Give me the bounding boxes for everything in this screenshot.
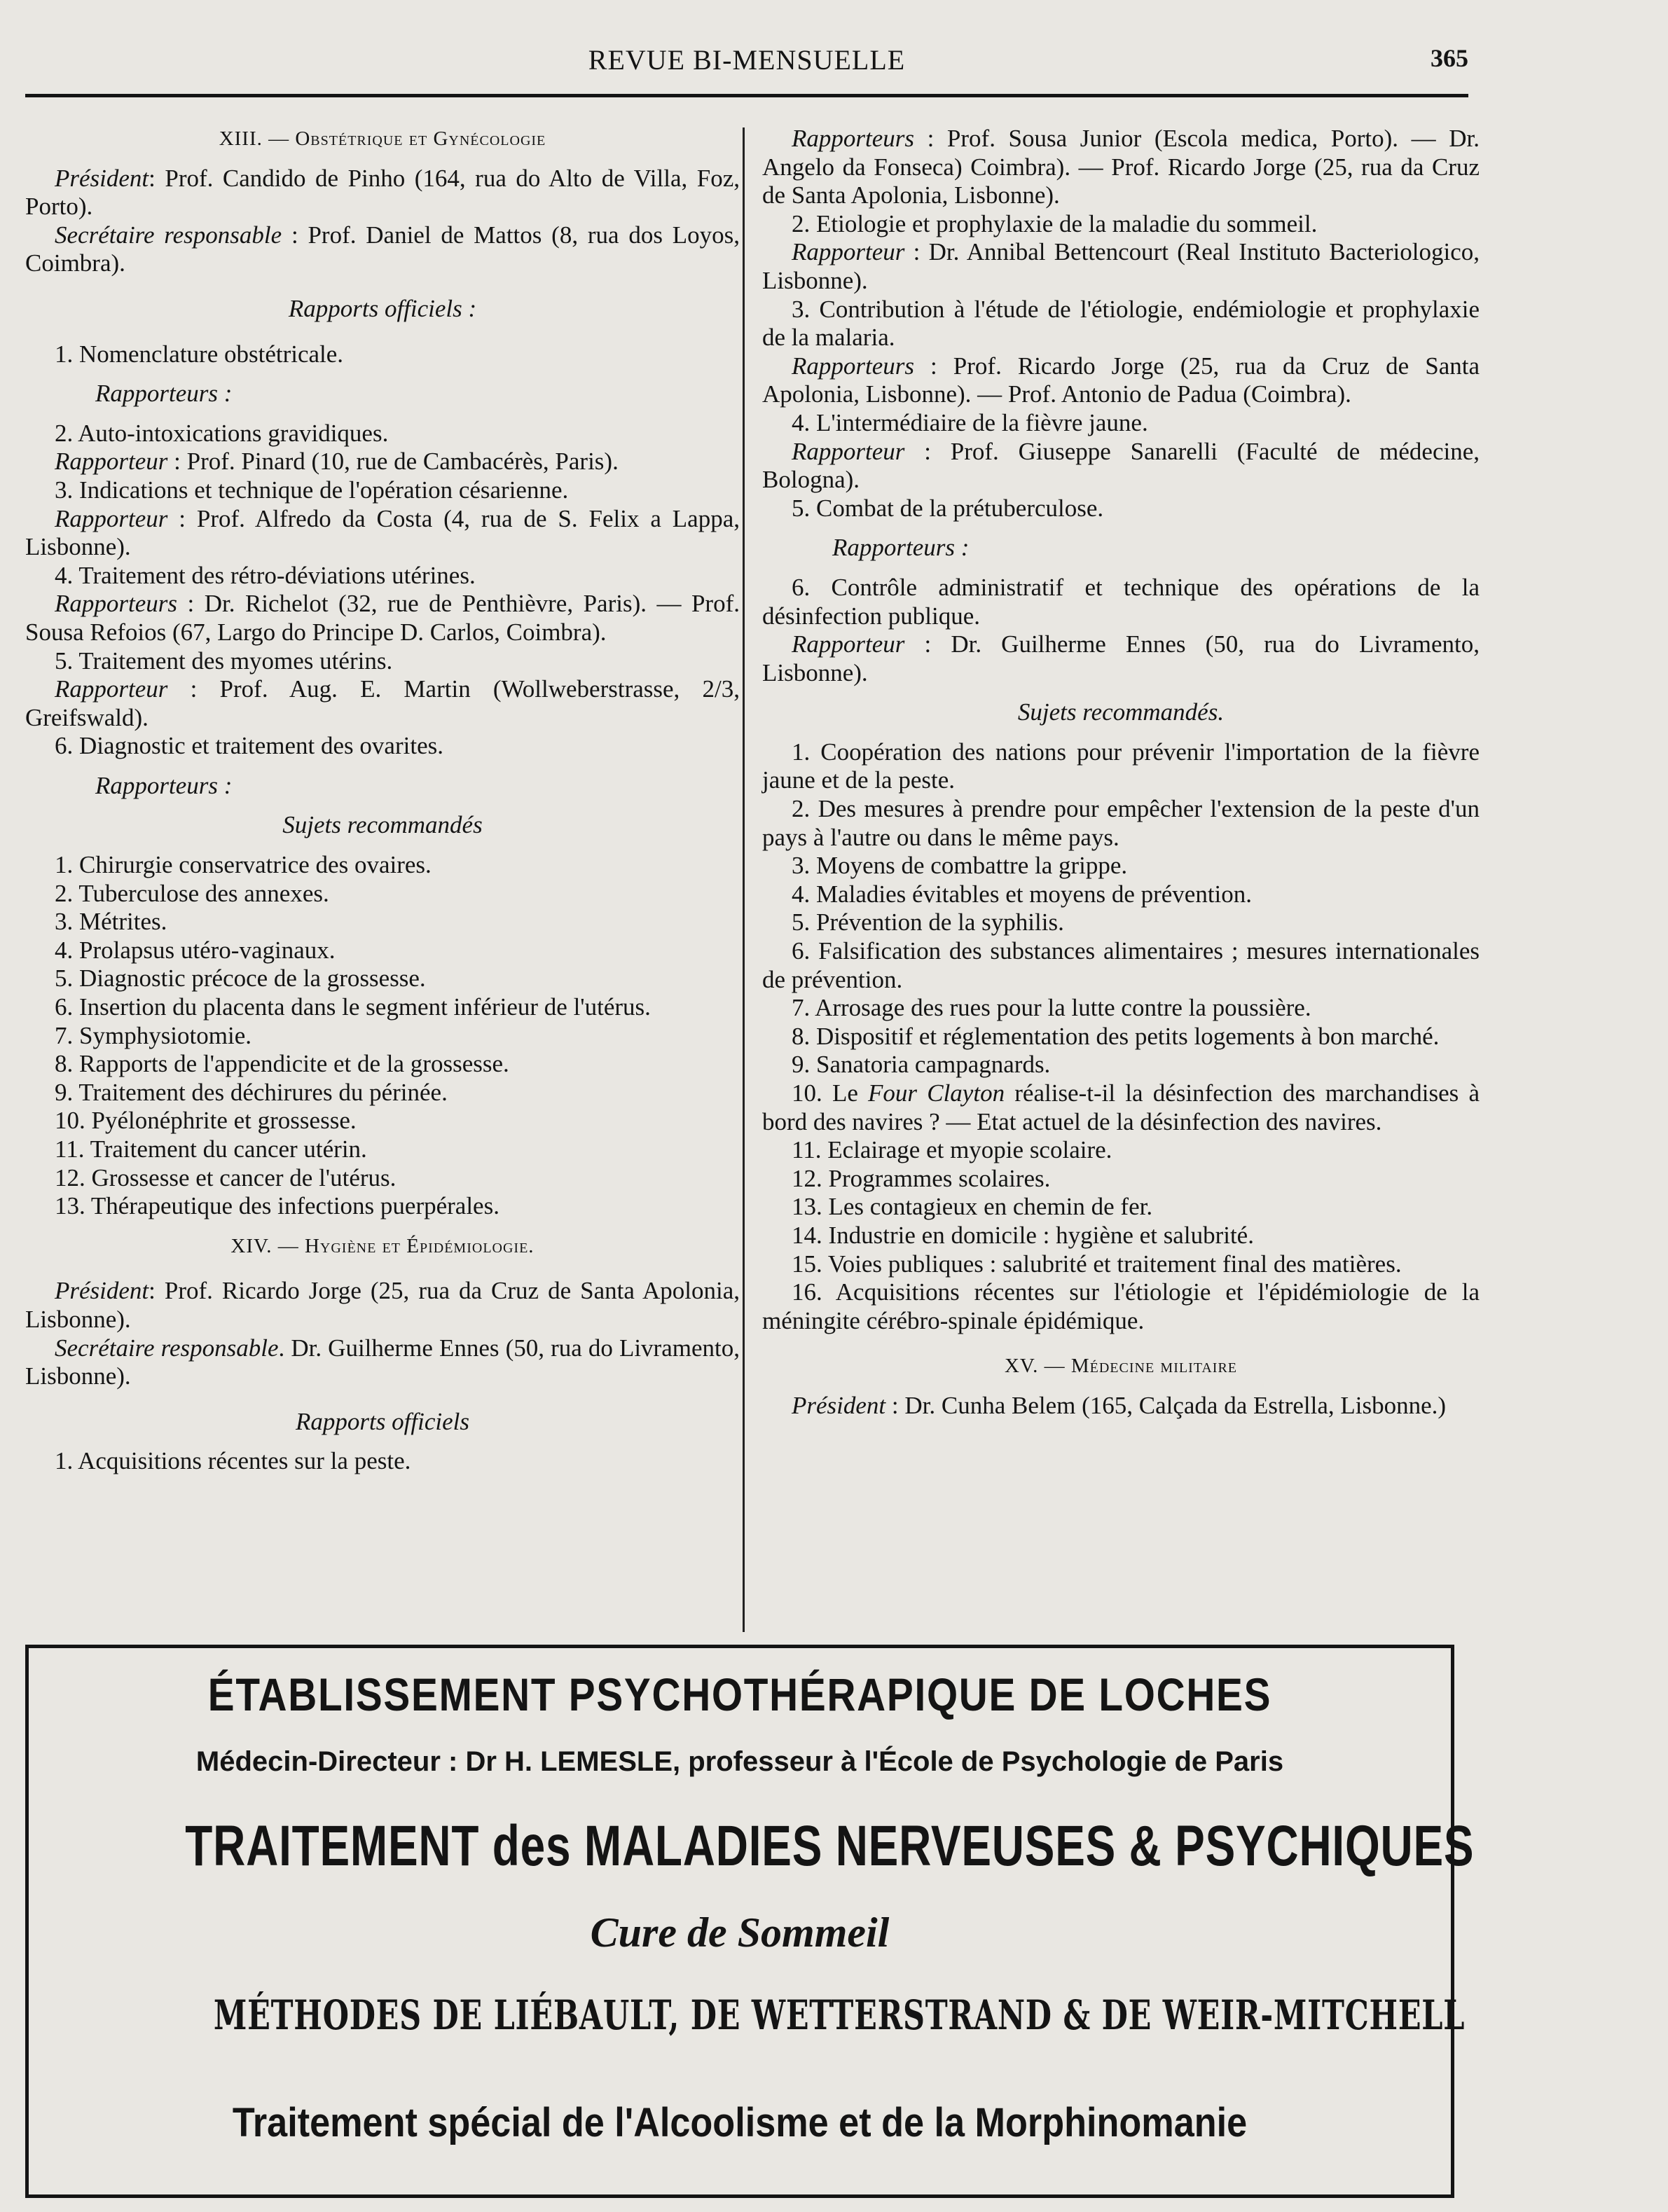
list-item: 11. Eclairage et myopie scolaire. [792,1136,1112,1164]
president-xiii: Président: Prof. Candido de Pinho (164, rua do Alto de Villa, Foz, Porto). [25,164,740,221]
section-xv-heading: XV. — Médecine militaire [1004,1355,1238,1378]
secretary-xiii: Secrétaire responsable : Prof. Daniel de Mattos (8, rua dos Loyos, Coimbra). [25,221,740,277]
list-item: 1. Nomenclature obstétricale. [55,340,344,368]
list-item: 6. Contrôle administratif et technique des opérations de la désinfection publique. [762,573,1480,630]
list-item: 2. Etiologie et prophylaxie de la maladie du sommeil. [792,209,1318,237]
list-item: 3. Métrites. [55,908,167,936]
section-xiii-heading: XIII. — Obstétrique et Gynécologie [219,127,546,150]
list-item: 6. Falsification des substances alimentaires ; mesures internationales de prévention. [762,937,1480,993]
list-item: 2. Tuberculose des annexes. [55,879,329,907]
rapporteurs-label: Rapporteurs : [832,534,970,562]
list-item: 3. Moyens de combattre la grippe. [792,852,1128,880]
list-item: 8. Dispositif et réglementation des petits logements à bon marché. [792,1022,1440,1050]
list-item: 13. Les contagieux en chemin de fer. [792,1193,1153,1221]
sujets-list [762,1136,1480,1335]
list-item: 4. L'intermédiaire de la fièvre jaune. [792,408,1148,436]
list-item: 9. Sanatoria campagnards. [792,1051,1051,1079]
ad-director-line: Médecin-Directeur : Dr H. LEMESLE, professeur à l'École de Psychologie de Paris [195,1746,1284,1777]
list-item: 5. Diagnostic précoce de la grossesse. [55,965,426,993]
sujets-recommandes-heading: Sujets recommandés. [1017,698,1225,726]
section-xiv-heading: XIV. — Hygiène et Épidémiologie. [230,1234,535,1257]
list-item: 4. Traitement des rétro-déviations utérines. [55,561,476,589]
ad-sleep-cure: Cure de Sommeil [590,1909,890,1956]
list-item: 5. Combat de la prétuberculose. [792,494,1104,522]
list-item: 8. Rapports de l'appendicite et de la grossesse. [55,1050,509,1078]
column-divider [743,127,745,1632]
rapporteur-line: Rapporteur : Prof. Pinard (10, rue de Cambacérès, Paris). [55,448,619,476]
rapporteur-line: Rapporteur : Dr. Guilherme Ennes (50, rua do Livramento, Lisbonne). [762,630,1480,686]
ad-special-treatment: Traitement spécial de l'Alcoolisme et de la Morphinomanie [232,2100,1248,2145]
list-item: 1. Coopération des nations pour prévenir l'importation de la fièvre jaune et de la peste. [762,738,1480,794]
rapporteur-line: Rapporteur : Dr. Annibal Bettencourt (Real Instituto Bacteriologico, Lisbonne). [762,238,1480,294]
list-item: 12. Programmes scolaires. [792,1164,1051,1192]
sujets-list [762,738,1480,1079]
list-item: 6. Insertion du placenta dans le segment inférieur de l'utérus. [55,993,651,1021]
list-item: 12. Grossesse et cancer de l'utérus. [55,1163,397,1191]
rapports-officiels-heading: Rapports officiels [296,1407,469,1435]
list-item: 15. Voies publiques : salubrité et traitement final des matières. [792,1250,1402,1278]
list-item: 11. Traitement du cancer utérin. [55,1135,367,1163]
rapporteur-line: Rapporteur : Prof. Alfredo da Costa (4, rua de S. Felix a Lappa, Lisbonne). [25,504,740,561]
president-xiv: Président: Prof. Ricardo Jorge (25, rua da Cruz de Santa Apolonia, Lisbonne). [25,1277,740,1333]
list-item: 1. Acquisitions récentes sur la peste. [55,1447,411,1475]
list-item: 2. Auto-intoxications gravidiques. [55,419,389,447]
running-title: REVUE BI-MENSUELLE [588,44,906,76]
rapporteur-line: Rapporteurs : Prof. Sousa Junior (Escola medica, Porto). — Dr. Angelo da Fonseca) Coimbra). — Prof. Ricardo Jorge (25, rua da Cruz de Santa Apolonia, Lisbonne). [762,125,1480,209]
list-item: 14. Industrie en domicile : hygiène et salubrité. [792,1221,1254,1249]
list-item: 9. Traitement des déchirures du périnée. [55,1078,448,1106]
left-column [25,125,740,1476]
right-column [762,125,1480,1420]
ad-treatment-headline: TRAITEMENT des MALADIES NERVEUSES & PSYCHIQUES [185,1814,1475,1878]
president-xv: Président : Dr. Cunha Belem (165, Calçada da Estrella, Lisbonne.) [792,1391,1447,1419]
secretary-xiv: Secrétaire responsable. Dr. Guilherme Ennes (50, rua do Livramento, Lisbonne). [25,1334,740,1390]
list-item: 4. Prolapsus utéro-vaginaux. [55,936,336,964]
rapporteurs-label: Rapporteurs : [95,380,233,408]
list-item: 4. Maladies évitables et moyens de prévention. [792,880,1253,908]
list-item: 3. Contribution à l'étude de l'étiologie, endémiologie et prophylaxie de la malaria. [762,295,1480,352]
list-item: 5. Traitement des myomes utérins. [55,647,393,675]
rapporteur-line: Rapporteur : Prof. Giuseppe Sanarelli (Faculté de médecine, Bologna). [762,437,1480,494]
rapporteurs-label: Rapporteurs : [95,771,233,799]
header-rule [25,94,1468,97]
list-item: 2. Des mesures à prendre pour empêcher l'extension de la peste d'un pays à l'autre ou dans le même pays. [762,795,1480,851]
list-item: 7. Arrosage des rues pour la lutte contre la poussière. [792,994,1311,1022]
rapports-officiels-heading: Rapports officiels : [288,294,477,322]
list-item: 5. Prévention de la syphilis. [792,908,1064,936]
list-item: 13. Thérapeutique des infections puerpérales. [55,1192,499,1220]
list-item: 10. Le Four Clayton réalise-t-il la désinfection des marchandises à bord des navires ? — Etat actuel de la désinfection des navires. [762,1079,1480,1135]
list-item: 10. Pyélonéphrite et grossesse. [55,1107,357,1135]
list-item: 16. Acquisitions récentes sur l'étiologie et l'épidémiologie de la méningite cérébro-spinale épidémique. [762,1278,1480,1334]
list-item: 6. Diagnostic et traitement des ovarites. [55,732,443,760]
list-item: 7. Symphysiotomie. [55,1021,251,1049]
sujets-list [25,851,740,1221]
rapporteur-line: Rapporteurs : Dr. Richelot (32, rue de Penthièvre, Paris). — Prof. Sousa Refoios (67, Largo do Principe D. Carlos, Coimbra). [25,590,740,646]
rapporteur-line: Rapporteur : Prof. Aug. E. Martin (Wollweberstrasse, 2/3, Greifswald). [25,675,740,731]
page-header [25,43,1468,92]
sujets-recommandes-heading: Sujets recommandés [282,811,483,839]
list-item: 1. Chirurgie conservatrice des ovaires. [55,851,432,879]
list-item: 3. Indications et technique de l'opération césarienne. [55,476,569,504]
ad-establishment-title: ÉTABLISSEMENT PSYCHOTHÉRAPIQUE DE LOCHES [207,1668,1272,1720]
rapporteur-line: Rapporteurs : Prof. Ricardo Jorge (25, rua da Cruz de Santa Apolonia, Lisbonne). — Prof. Antonio de Padua (Coimbra). [762,352,1480,408]
page-number: 365 [1431,44,1468,72]
advertisement-box [25,1645,1475,2198]
ad-methods-line: MÉTHODES DE LIÉBAULT, DE WETTERSTRAND & DE WEIR-MITCHELL [213,1991,1466,2039]
